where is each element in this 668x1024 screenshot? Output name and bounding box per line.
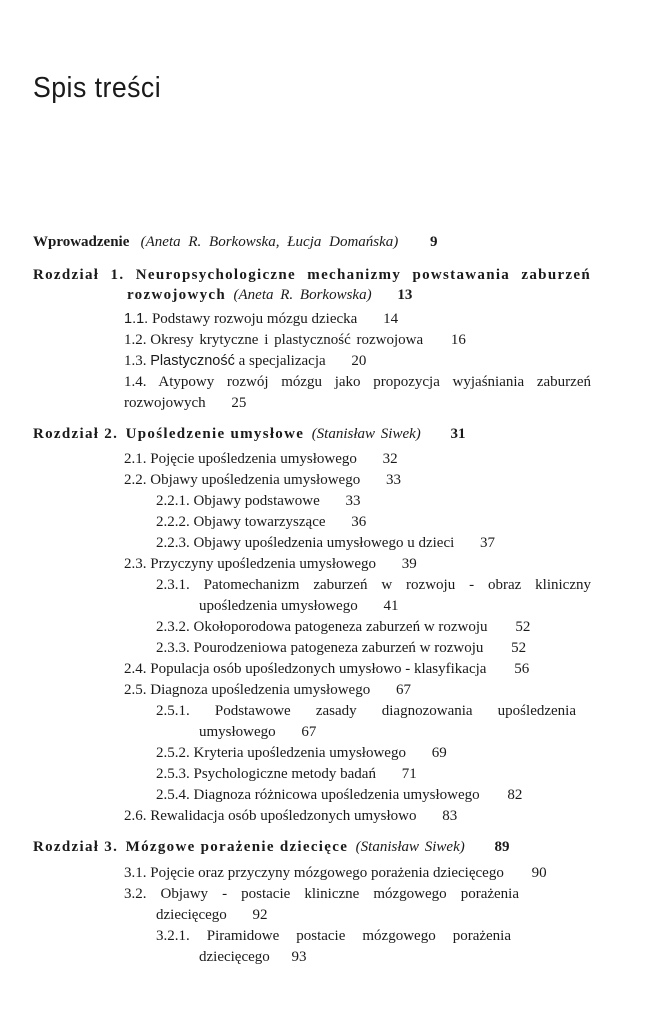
toc-1-4-cont[interactable] [124,393,246,413]
toc-2-3-1[interactable] [156,575,591,595]
sec-title: Okołoporodowa patogeneza zaburzeń w rozwoju [193,619,488,635]
sec-number: 2.5.2. [156,745,190,761]
page-title: Spis treści [33,72,162,104]
ch1-title-a: Neuropsychologiczne mechanizmy powstawania zaburzeń [135,267,591,283]
sec-title: Pojęcie upośledzenia umysłowego [150,451,357,467]
toc-3-2-1-cont[interactable] [199,947,307,967]
sec-title: Diagnoza różnicowa upośledzenia umysłowego [193,787,480,803]
toc-2-5[interactable] [124,680,411,700]
sec-title: Objawy - postacie kliniczne mózgowego porażenia [160,886,519,902]
sec-title: Populacja osób upośledzonych umysłowo - klasyfikacja [150,661,487,677]
sec-title: Objawy podstawowe [193,493,320,509]
sec-number: 2.2.2. [156,514,190,530]
toc-2-2-2[interactable] [156,512,366,532]
toc-3-2[interactable] [124,884,519,904]
sec-title: Objawy upośledzenia umysłowego [150,472,361,488]
ch3-authors: (Stanisław Siwek) [355,839,465,855]
sec-title-cont: umysłowego [199,724,276,740]
sec-title: a specjalizacja [238,353,326,369]
sec-title-cont: rozwojowych [124,395,206,411]
sec-page: 32 [382,451,398,467]
sec-page: 14 [383,311,399,327]
sec-number: 2.3.3. [156,640,190,656]
sec-number: 1.2. [124,332,147,348]
ch1-title-b: rozwojowych [127,287,227,303]
sec-page: 92 [252,907,268,923]
sec-title: Pojęcie oraz przyczyny mózgowego porażenia dziecięcego [150,865,504,881]
toc-2-2-3[interactable] [156,533,495,553]
sec-number: 1.1. [124,311,149,327]
sec-title: Objawy towarzyszące [193,514,326,530]
ch1-page: 13 [397,287,413,303]
sec-title-cont: dziecięcego [199,949,270,965]
toc-1-4[interactable] [124,372,591,392]
sec-number: 2.3.1. [156,577,190,593]
sec-title-word: Plastyczność [150,353,235,369]
sec-title: Objawy upośledzenia umysłowego u dzieci [193,535,455,551]
sec-number: 3.2. [124,886,147,902]
ch1-label: Rozdział 1. [33,267,125,283]
sec-title: Przyczyny upośledzenia umysłowego [150,556,377,572]
sec-page: 41 [383,598,399,614]
sec-title-cont: dziecięcego [156,907,227,923]
sec-number: 2.4. [124,661,147,677]
sec-page: 83 [442,808,458,824]
toc-3-1[interactable] [124,863,547,883]
sec-title: Podstawy rozwoju mózgu dziecka [151,311,358,327]
sec-title: Atypowy rozwój mózgu jako propozycja wyjaśniania zaburzeń [158,374,591,390]
sec-title: Rewalidacja osób upośledzonych umysłowo [150,808,417,824]
sec-title: Psychologiczne metody badań [193,766,376,782]
ch3-page: 89 [494,839,510,855]
toc-3-2-1[interactable] [156,926,511,946]
toc-2-5-3[interactable] [156,764,417,784]
sec-title: Diagnoza upośledzenia umysłowego [150,682,371,698]
sec-number: 2.5.1. [156,703,190,719]
sec-number: 2.3. [124,556,147,572]
toc-2-1[interactable] [124,449,398,469]
sec-title: Pourodzeniowa patogeneza zaburzeń w rozwoju [193,640,484,656]
sec-page: 33 [345,493,361,509]
sec-title-cont: upośledzenia umysłowego [199,598,358,614]
sec-number: 2.5. [124,682,147,698]
sec-number: 2.5.3. [156,766,190,782]
toc-ch1-heading-cont[interactable] [127,285,412,305]
sec-page: 52 [511,640,527,656]
toc-ch2-heading[interactable] [33,424,466,444]
intro-label: Wprowadzenie [33,234,130,250]
sec-title: Kryteria upośledzenia umysłowego [193,745,406,761]
ch3-title: Mózgowe porażenie dziecięce [125,839,349,855]
sec-title: Patomechanizm zaburzeń w rozwoju - obraz kliniczny [203,577,591,593]
sec-number: 2.5.4. [156,787,190,803]
toc-2-5-2[interactable] [156,743,447,763]
intro-page: 9 [430,234,438,250]
toc-1-2[interactable] [124,330,466,350]
sec-page: 93 [291,949,307,965]
toc-intro[interactable] [33,232,438,252]
sec-number: 1.3. [124,353,147,369]
sec-title: Podstawowe zasady diagnozowania upośledzenia [214,703,576,719]
sec-page: 16 [450,332,466,348]
toc-2-2-1[interactable] [156,491,360,511]
toc-2-2[interactable] [124,470,401,490]
ch1-authors: (Aneta R. Borkowska) [233,287,372,303]
toc-2-3-3[interactable] [156,638,526,658]
toc-2-5-1[interactable] [156,701,576,721]
toc-1-1[interactable] [124,309,398,329]
sec-page: 56 [514,661,530,677]
ch2-label: Rozdział 2. [33,426,119,442]
sec-number: 2.6. [124,808,147,824]
sec-page: 52 [515,619,531,635]
toc-2-3-1-cont[interactable] [199,596,398,616]
toc-2-5-1-cont[interactable] [199,722,316,742]
toc-ch1-heading[interactable] [33,265,591,285]
sec-page: 36 [351,514,367,530]
ch3-label: Rozdział 3. [33,839,119,855]
sec-number: 2.2.1. [156,493,190,509]
sec-page: 33 [385,472,401,488]
toc-2-3[interactable] [124,554,417,574]
sec-number: 3.2.1. [156,928,190,944]
sec-page: 71 [401,766,417,782]
sec-page: 90 [531,865,547,881]
sec-page: 39 [401,556,417,572]
toc-2-4[interactable] [124,659,529,679]
sec-title: Piramidowe postacie mózgowego porażenia [206,928,511,944]
sec-page: 37 [480,535,496,551]
sec-page: 67 [395,682,411,698]
sec-number: 2.1. [124,451,147,467]
sec-page: 82 [507,787,523,803]
sec-title: Okresy krytyczne i plastyczność rozwojowa [150,332,424,348]
toc-2-3-2[interactable] [156,617,530,637]
intro-authors: (Aneta R. Borkowska, Łucja Domańska) [140,234,399,250]
sec-number: 2.2. [124,472,147,488]
ch2-page: 31 [450,426,466,442]
sec-page: 67 [301,724,317,740]
sec-number: 1.4. [124,374,147,390]
sec-number: 3.1. [124,865,147,881]
toc-3-2-cont[interactable] [156,905,268,925]
toc-2-6[interactable] [124,806,457,826]
ch2-authors: (Stanisław Siwek) [311,426,421,442]
sec-number: 2.2.3. [156,535,190,551]
ch2-title: Upośledzenie umysłowe [125,426,305,442]
toc-2-5-4[interactable] [156,785,522,805]
toc-ch3-heading[interactable] [33,837,509,857]
sec-page: 69 [431,745,447,761]
sec-page: 20 [351,353,367,369]
sec-number: 2.3.2. [156,619,190,635]
sec-page: 25 [231,395,247,411]
toc-1-3[interactable] [124,351,366,371]
